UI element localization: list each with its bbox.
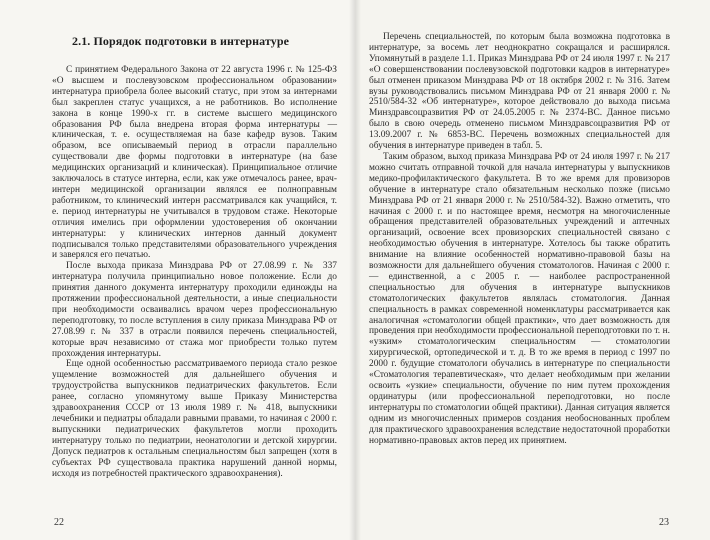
section-heading: 2.1. Порядок подготовки в интернатуре bbox=[72, 34, 290, 48]
right-page bbox=[355, 0, 710, 540]
paragraph: С принятием Федерального Закона от 22 августа 1996 г. № 125-ФЗ «О высшем и послевузовском профессиональном образовании» интернатура приобрела более высокий статус, при этом за интернами был закреплен статус учащихся, а не работников. Во исполнение закона в конце 1990-х гг. в системе высшего медицинского образования РФ была внедрена вторая форма интернатуры — клиническая, т. е. осуществляемая на базе кафедр вузов. Таким образом, все описываемый период в отрасли параллельно существовали две формы подготовки в интернатуре (на базе медицинских организаций и клиническая). Принципиальное отличие заключалось в статусе интерна, если, как уже отмечалось ранее, врач-интерн медицинской организации являлся ее полноправным работником, то клинический интерн рассматривался как учащийся, т. е. период интернатуры не учитывался в трудовом стаже. Некоторые отличия имелись при оформлении удостоверения об окончании интернатуры: у клинических интернов данный документ подписывался только представителями образовательного учреждения и заверялся его печатью. bbox=[52, 65, 337, 261]
paragraph: Еще одной особенностью рассматриваемого периода стало резкое ущемление возможностей для дальнейшего обучения и трудоустройства выпускников педиатрических факультетов. Если ранее, согласно упомянутому выше Приказу Министерства здравоохранения СССР от 13 июля 1989 г. № 418, выпускники лечебники и педиатры обладали равными правами, то начиная с 2000 г. выпускники педиатрических факультетов могли проходить интернатуру только по педиатрии, неонатологии и детской хирургии. Допуск педиатров к остальным специальностям был запрещен (хотя в субъектах РФ существовала практика нарушений данной нормы, исходя из потребностей практического здравоохранения). bbox=[52, 359, 337, 479]
paragraph: Таким образом, выход приказа Минздрава РФ от 24 июля 1997 г. № 217 можно считать отправной точкой для начала интернатуры у выпускников медико-профилактического факультета. В то же время для провизоров обучение в интернатуре стало обязательным несколько позже (письмо Минздрава РФ от 21 января 2000 г. № 2510/584-32). Важно отметить, что начиная с 2000 г. и по настоящее время, несмотря на многочисленные обращения представителей образовательных учреждений и аптечных организаций, освоение всех провизорских специальностей связано с необходимостью обучения в интернатуре. Хотелось бы также обратить внимание на влияние особенностей нормативно-правовой базы на возможности для дальнейшего обучения стоматологов. Начиная с 2000 г. — единственной, а с 2005 г. — наиболее распространенной специальностью для обучения в интернатуре выпускников стоматологических факультетов являлась стоматология. Данная специальность в рамках современной номенклатуры рассматривается как аналогичная «стоматологии общей практики», что дает возможность для проведения при необходимости профессиональной переподготовки по т. н. «узким» стоматологическим специальностям — стоматологии хирургической, ортопедической и т. д. В то же время в период с 1997 по 2000 г. будущие стоматологи обучались в интернатуре по специальности «Стоматология терапевтическая», что делает необходимым при желании освоить «узкие» специальности, обучение по ним путем прохождения ординатуры (или профессиональной переподготовки, но после интернатуры по стоматологии общей практики). Данная ситуация является одним из многочисленных примеров создания необоснованных проблем для практического здравоохранения вследствие недостаточной проработки нормативно-правовых актов перед их принятием. bbox=[369, 151, 670, 446]
page-number: 22 bbox=[54, 517, 64, 528]
page-number: 23 bbox=[659, 517, 669, 528]
paragraph: Перечень специальностей, по которым была возможна подготовка в интернатуре, за восемь лет неоднократно сокращался и расширялся. Упомянутый в разделе 1.1. Приказ Минздрава РФ от 24 июля 1997 г. № 217 «О совершенствовании послевузовской подготовки кадров в интернатуре» был отменен приказом Минздрава РФ от 18 октября 2002 г. № 316. Затем вузы руководствовались письмом Минздрава РФ от 21 января 2000 г. № 2510/584-32 «Об интернатуре», которое действовало до выхода письма Минздравсоцразвития РФ от 24.05.2005 г. № 2374-ВС. Данное письмо было в свою очередь отменено письмом Минздравсоцразвития РФ от 13.09.2007 г. № 6853-ВС. Перечень возможных специальностей для обучения в интернатуре приведен в табл. 5. bbox=[369, 32, 670, 152]
paragraph: После выхода приказа Минздрава РФ от 27.08.99 г. № 337 интернатура получила принципиально новое положение. Если до принятия данного документа интернатуру проходили единожды на протяжении профессиональной деятельности, а иные специальности при необходимости осваивались врачом через профессиональную переподготовку, то после вступления в силу приказа Минздрава РФ от 27.08.99 г. № 337 в отрасли появился перечень специальностей, которые врач независимо от стажа мог приобрести только путем прохождения интернатуры. bbox=[52, 261, 337, 359]
book-gutter bbox=[349, 0, 361, 540]
